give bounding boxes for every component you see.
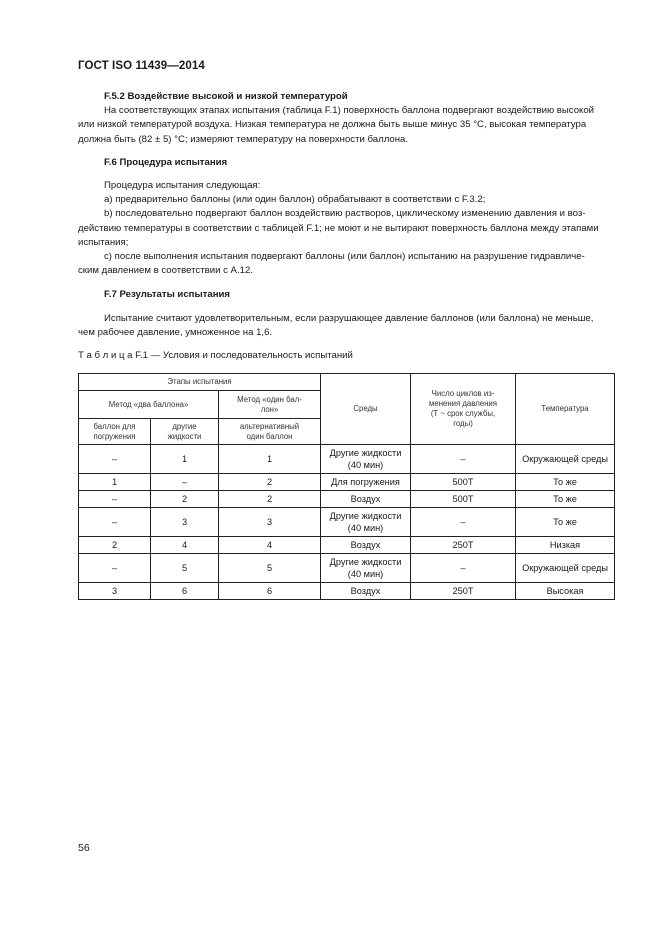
cell-single: 6 (219, 583, 321, 600)
table-row (79, 583, 615, 600)
cell-cycles: 500T (411, 474, 516, 491)
section-f7-line: Испытание считают удовлетворительным, если разрушающее давление баллонов (или баллона) не меньше, (104, 312, 594, 324)
section-f6-title: F.6 Процедура испытания (104, 156, 228, 168)
section-f52-title: F.5.2 Воздействие высокой и низкой температурой (104, 91, 348, 102)
cell-medium: Для погружения (321, 474, 411, 491)
section-f6-item-c: ским давлением в соответствии с А.12. (78, 265, 253, 277)
cell-immersion: 1 (79, 474, 151, 491)
cell-immersion: – (79, 445, 151, 474)
table-row (79, 554, 615, 583)
header-stages: Этапы испытания (79, 374, 321, 391)
cell-immersion: – (79, 554, 151, 583)
header-immersion: баллон для погружения (79, 419, 151, 445)
section-f52-line: или низкой температурой воздуха. Низкая температура не должна быть выше минус 35 °С, высокая температура (78, 119, 587, 131)
table-row (79, 491, 615, 508)
header-method-one: Метод «один бал- лон» (219, 391, 321, 419)
cell-immersion: – (79, 508, 151, 537)
table-row (79, 508, 615, 537)
cell-immersion: – (79, 491, 151, 508)
header-temperature: Температура (516, 374, 615, 445)
section-f7-line: чем рабочее давление, умноженное на 1,6. (78, 326, 273, 338)
section-f6-item-a: а) предварительно баллоны (или один баллон) обрабатывают в соответствии с F.3.2; (104, 194, 486, 206)
cell-other-liquids: 2 (151, 491, 219, 508)
cell-cycles: – (411, 445, 516, 474)
section-f6-intro: Процедура испытания следующая: (104, 180, 261, 192)
cell-medium: Другие жидкости (40 мин) (321, 445, 411, 474)
cell-medium: Воздух (321, 583, 411, 600)
cell-temperature: То же (516, 508, 615, 537)
header-other-liquids: другие жидкости (151, 419, 219, 445)
section-f7-title: F.7 Результаты испытания (104, 289, 230, 301)
cell-single: 5 (219, 554, 321, 583)
document-header: ГОСТ ISO 11439—2014 (78, 60, 205, 72)
cell-temperature: То же (516, 474, 615, 491)
cell-cycles: – (411, 554, 516, 583)
cell-cycles: 250T (411, 583, 516, 600)
cell-other-liquids: – (151, 474, 219, 491)
cell-other-liquids: 4 (151, 537, 219, 554)
section-f6-item-b: испытания; (78, 236, 129, 248)
cell-immersion: 3 (79, 583, 151, 600)
cell-single: 2 (219, 474, 321, 491)
cell-cycles: 500T (411, 491, 516, 508)
header-method-two: Метод «два баллона» (79, 391, 219, 419)
cell-other-liquids: 6 (151, 583, 219, 600)
cell-other-liquids: 5 (151, 554, 219, 583)
cell-medium: Воздух (321, 537, 411, 554)
table-row (79, 445, 615, 474)
cell-cycles: – (411, 508, 516, 537)
section-f6-item-b: b) последовательно подвергают баллон воздействию растворов, циклическому изменению давления и воз- (104, 208, 586, 220)
conditions-table (78, 373, 615, 600)
table-row (79, 537, 615, 554)
cell-other-liquids: 3 (151, 508, 219, 537)
cell-single: 4 (219, 537, 321, 554)
cell-medium: Воздух (321, 491, 411, 508)
table-row (79, 474, 615, 491)
section-f6-item-b: действию температуры в соответствии с таблицей F.1; не моют и не вытирают поверхность баллона между этапами (78, 222, 599, 234)
cell-temperature: Окружающей среды (516, 445, 615, 474)
section-f52-line: На соответствующих этапах испытания (таблица F.1) поверхность баллона подвергают воздействию высокой (104, 105, 595, 117)
section-f52-line: должна быть (82 ± 5) °С; измеряют температуру на поверхности баллона. (78, 133, 409, 145)
cell-cycles: 250T (411, 537, 516, 554)
cell-single: 3 (219, 508, 321, 537)
cell-immersion: 2 (79, 537, 151, 554)
cell-temperature: Низкая (516, 537, 615, 554)
header-alt-single: альтернативный один баллон (219, 419, 321, 445)
cell-temperature: Окружающей среды (516, 554, 615, 583)
cell-single: 2 (219, 491, 321, 508)
document-body (78, 90, 616, 600)
cell-single: 1 (219, 445, 321, 474)
table-caption: Т а б л и ц а F.1 — Условия и последовательность испытаний (78, 350, 353, 362)
cell-temperature: То же (516, 491, 615, 508)
header-medium: Среды (321, 374, 411, 445)
cell-medium: Другие жидкости (40 мин) (321, 554, 411, 583)
cell-other-liquids: 1 (151, 445, 219, 474)
cell-temperature: Высокая (516, 583, 615, 600)
header-cycles: Число циклов из- менения давления (Т ~ срок службы, годы) (411, 374, 516, 445)
page-number: 56 (78, 842, 90, 854)
cell-medium: Другие жидкости (40 мин) (321, 508, 411, 537)
section-f6-item-c: c) после выполнения испытания подвергают баллоны (или баллон) испытанию на разрушение гидравличе- (104, 251, 585, 263)
